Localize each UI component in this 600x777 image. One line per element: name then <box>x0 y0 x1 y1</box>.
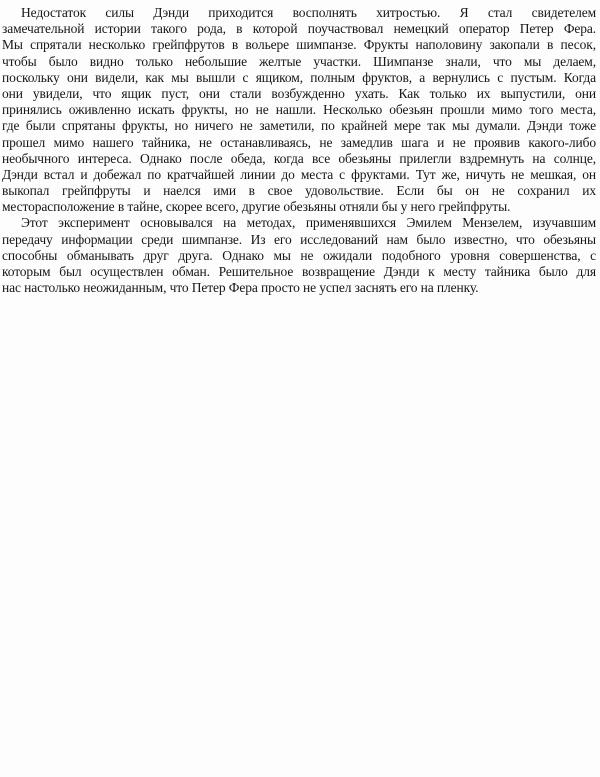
paragraph <box>2 215 596 296</box>
text-line: замечательной истории такого рода, в которой поучаствовал немецкий оператор Петер Фера. <box>2 21 596 37</box>
text-line: выкопал грейпфруты и наелся ими в свое удовольствие. Если бы он не сохранил их <box>2 183 596 199</box>
text-line: Мы спрятали несколько грейпфрутов в вольере шимпанзе. Фрукты наполовину закопали в песок, <box>2 37 596 53</box>
text-line: нас настолько неожиданным, что Петер Фера просто не успел заснять его на пленку. <box>2 280 479 296</box>
text-line: чтобы было видно только небольшие желтые участки. Шимпанзе знали, что мы делаем, <box>2 53 596 69</box>
text-line: где были спрятаны фрукты, но ничего не заметили, по крайней мере так мы думали. Дэнди тоже <box>2 118 596 134</box>
paragraph <box>2 5 596 215</box>
text-line: способны обманывать друг друга. Однако мы не ожидали подобного уровня совершенства, с <box>2 247 596 263</box>
text-line: поскольку они видели, как мы вышли с ящиком, полным фруктов, а вернулись с пустым. Когда <box>2 69 596 85</box>
text-line: принялись оживленно искать фрукты, но не нашли. Несколько обезьян прошли мимо того места, <box>2 102 596 118</box>
text-line: прошел мимо нашего тайника, не останавливаясь, не замедлив шага и не проявив какого-либо <box>2 134 596 150</box>
text-line: необычного интереса. Однако после обеда, когда все обезьяны прилегли вздремнуть на солнце, <box>2 150 596 166</box>
text-line: они увидели, что ящик пуст, они стали возбужденно ухать. Как только их выпустили, они <box>2 85 596 101</box>
text-line: Недостаток силы Дэнди приходится восполнять хитростью. Я стал свидетелем <box>21 5 596 20</box>
text-line: передачу информации среди шимпанзе. Из его исследований нам было известно, что обезьяны <box>2 231 596 247</box>
text-line: Этот эксперимент основывался на методах, применявшихся Эмилем Мензелем, изучавшим <box>21 215 596 231</box>
text-line: Дэнди встал и добежал по кратчайшей линии до места с фруктами. Тут же, ничуть не мешкая, он <box>2 166 596 182</box>
text-line: месторасположение в тайне, скорее всего, другие обезьяны отняли бы у него грейпфруты. <box>2 199 511 215</box>
text-line: которым был осуществлен обман. Решительное возвращение Дэнди к месту тайника было для <box>2 264 596 279</box>
